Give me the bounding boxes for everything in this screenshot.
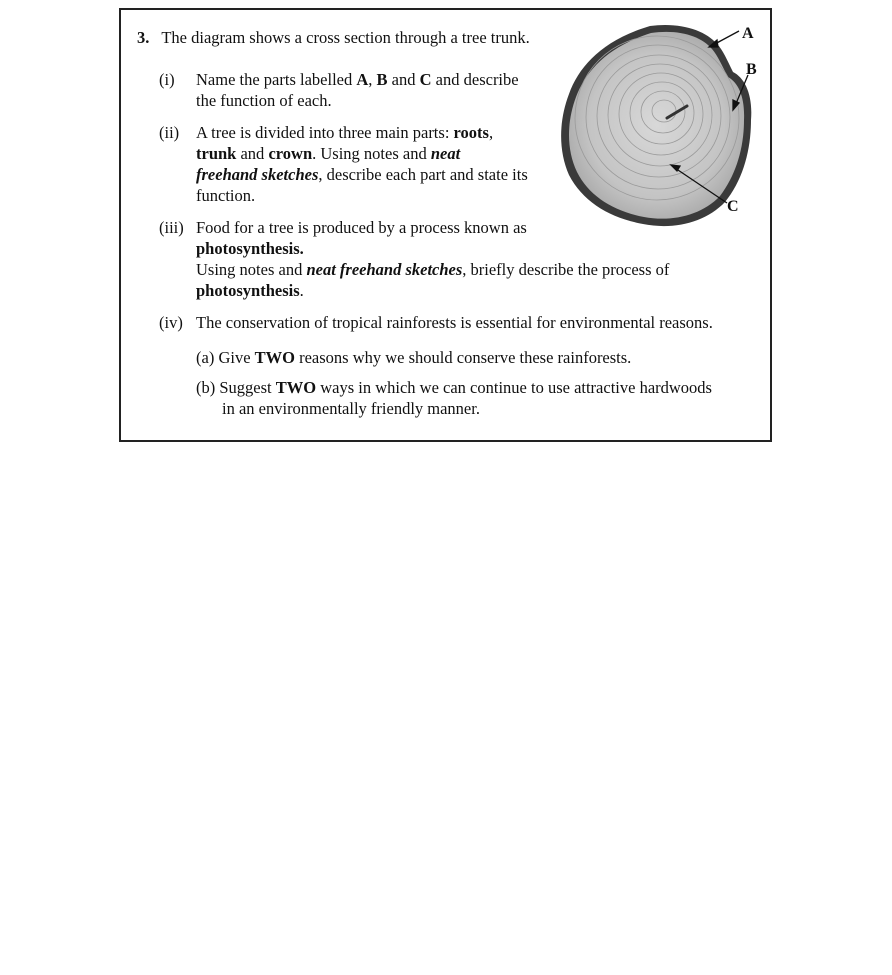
part-i-line2: the function of each.	[196, 91, 332, 110]
part-iii-label: (iii)	[159, 218, 184, 237]
part-iv-a: (a) Give TWO reasons why we should conserve these rainforests.	[196, 348, 632, 367]
part-ii-line2: trunk and crown. Using notes and neat	[196, 144, 461, 163]
part-iii-line2: photosynthesis.	[196, 239, 304, 258]
part-iv-label: (iv)	[159, 313, 183, 332]
part-iv-b-line2: in an environmentally friendly manner.	[222, 399, 480, 418]
part-i-line1: Name the parts labelled A, B and C and describe	[196, 70, 519, 89]
part-iii-line3: Using notes and neat freehand sketches, briefly describe the process of	[196, 260, 670, 279]
question-header	[137, 27, 530, 48]
diagram-label-a: A	[742, 25, 754, 42]
part-iii-line4: photosynthesis.	[196, 281, 304, 300]
part-ii-line4: function.	[196, 186, 256, 205]
part-ii-line3: freehand sketches, describe each part and state its	[196, 165, 528, 184]
part-iii-line1: Food for a tree is produced by a process known as	[196, 218, 527, 237]
part-i-label: (i)	[159, 70, 175, 89]
part-ii-label: (ii)	[159, 123, 180, 142]
question-intro: The diagram shows a cross section through a tree trunk.	[161, 28, 530, 47]
part-ii-line1: A tree is divided into three main parts: roots,	[196, 123, 494, 142]
question-number: 3.	[137, 28, 150, 47]
diagram-label-c: C	[727, 198, 739, 215]
part-iv-line1: The conservation of tropical rainforests is essential for environmental reasons.	[196, 313, 713, 332]
part-iv-b: (b) Suggest TWO ways in which we can continue to use attractive hardwoods	[196, 378, 712, 397]
diagram-label-b: B	[746, 61, 757, 78]
